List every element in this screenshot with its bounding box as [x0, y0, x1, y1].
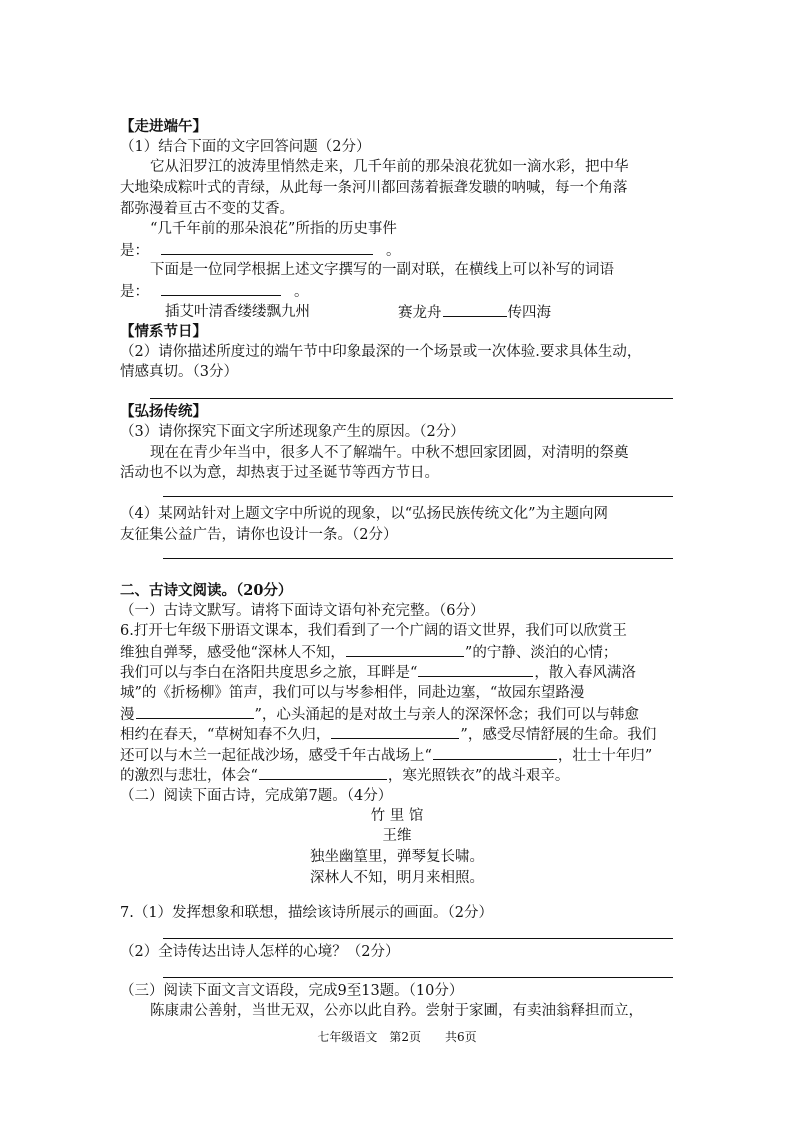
fill-blank[interactable] — [418, 662, 533, 677]
couplet-left: 插艾叶清香缕缕飘九州 — [165, 304, 310, 320]
question-6: 的激烈与悲壮，体会“ ，寒光照铁衣”的战斗艰辛。 — [120, 765, 569, 786]
answer-blank[interactable] — [161, 240, 373, 255]
section-heading-festival: 【情系节日】 — [120, 323, 207, 340]
answer-rule[interactable] — [163, 977, 673, 978]
section-heading-tradition: 【弘扬传统】 — [120, 403, 207, 420]
question-2: （2）请你描述所度过的端午节中印象最深的一个场景或一次体验.要求具体生动， — [120, 344, 642, 360]
answer-rule[interactable] — [150, 398, 673, 399]
question-7b: （2）全诗传达出诗人怎样的心境？（2分） — [120, 944, 400, 960]
question-7: 7.（1）发挥想象和联想，描绘该诗所展示的画面。（2分） — [120, 905, 494, 921]
subsection-recitation: （一）古诗文默写。请将下面诗文语句补充完整。（6分） — [120, 603, 485, 619]
fill-blank[interactable] — [259, 765, 387, 780]
question-4: （4）某网站针对上题文字中所说的现象，以“弘扬民族传统文化”为主题向网 — [120, 506, 609, 522]
poem-line: 独坐幽篁里，弹琴复长啸。 — [310, 849, 484, 865]
fill-blank[interactable] — [346, 642, 464, 657]
question-6: 维独自弹琴，感受他“深林人不知， ”的宁静、淡泊的心情； — [120, 642, 617, 663]
question-1: （1）结合下面的文字回答问题（2分） — [120, 139, 371, 155]
period: 。 — [294, 284, 309, 300]
couplet-right: 赛龙舟 传四海 — [398, 302, 551, 323]
answer-prefix: 是： — [120, 284, 149, 300]
period: 。 — [386, 243, 401, 259]
question-6: 漫 ”，心头涌起的是对故土与亲人的深深怀念；我们可以与韩愈 — [120, 704, 639, 725]
part-heading-classical: 二、古诗文阅读。（20分） — [120, 582, 293, 599]
question-4: 友征集公益广告，请你也设计一条。（2分） — [120, 527, 398, 543]
poem-title: 竹 里 馆 — [370, 808, 424, 824]
passage-line: 现在在青少年当中，很多人不了解端午。中秋不想回家团圆，对清明的祭奠 — [150, 445, 629, 461]
fill-blank[interactable] — [136, 704, 254, 719]
answer-rule[interactable] — [163, 558, 673, 559]
passage-line: 都弥漫着亘古不变的艾香。 — [120, 201, 294, 217]
answer-rule[interactable] — [163, 496, 673, 497]
poem-line: 深林人不知，明月来相照。 — [310, 870, 484, 886]
question-6: 我们可以与李白在洛阳共度思乡之旅，耳畔是“ ，散入春风满洛 — [120, 662, 636, 683]
answer-line — [120, 240, 401, 261]
answer-line — [120, 281, 309, 302]
answer-rule[interactable] — [163, 938, 673, 939]
passage-line: 它从汨罗江的波涛里悄然走来，几千年前的那朵浪花犹如一滴水彩，把中华 — [150, 159, 629, 175]
page-footer: 七年级语文 第2页 共6页 — [317, 1030, 477, 1044]
subsection-classical-prose: （三）阅读下面文言文语段，完成9至13题。（10分） — [120, 983, 464, 999]
subsection-poem: （二）阅读下面古诗，完成第7题。（4分） — [120, 788, 393, 804]
question-6: 城”的《折杨柳》笛声，我们可以与岑参相伴，同赴边塞，“故园东望路漫 — [120, 685, 585, 701]
question-6: 6.打开七年级下册语文课本，我们看到了一个广阔的语文世界，我们可以欣赏王 — [120, 623, 627, 639]
passage-line: 陈康肃公善射，当世无双，公亦以此自矜。尝射于家圃，有卖油翁释担而立， — [150, 1003, 643, 1019]
question-6: 还可以与木兰一起征战沙场，感受千年古战场上“ ，壮士十年归” — [120, 745, 652, 766]
answer-blank[interactable] — [161, 281, 281, 296]
answer-prefix: 是： — [120, 243, 149, 259]
passage-line: 大地染成粽叶式的青绿，从此每一条河川都回荡着振聋发聩的呐喊，每一个角落 — [120, 180, 628, 196]
question-3: （3）请你探究下面文字所述现象产生的原因。（2分） — [120, 424, 465, 440]
fill-blank[interactable] — [433, 745, 557, 760]
fill-blank[interactable] — [331, 724, 459, 739]
question-1a: “几千年前的那朵浪花”所指的历史事件 — [150, 221, 397, 237]
poem-author: 王维 — [382, 828, 412, 844]
question-6: 相约在春天，“草树知春不久归， ”，感受尽情舒展的生命。我们 — [120, 724, 656, 745]
section-heading-dragon-boat: 【走进端午】 — [120, 118, 207, 135]
passage-line: 活动也不以为意，却热衷于过圣诞节等西方节日。 — [120, 465, 439, 481]
question-1b: 下面是一位同学根据上述文字撰写的一副对联，在横线上可以补写的词语 — [150, 262, 614, 278]
couplet-blank[interactable] — [443, 302, 507, 317]
question-2: 情感真切。（3分） — [120, 364, 238, 380]
